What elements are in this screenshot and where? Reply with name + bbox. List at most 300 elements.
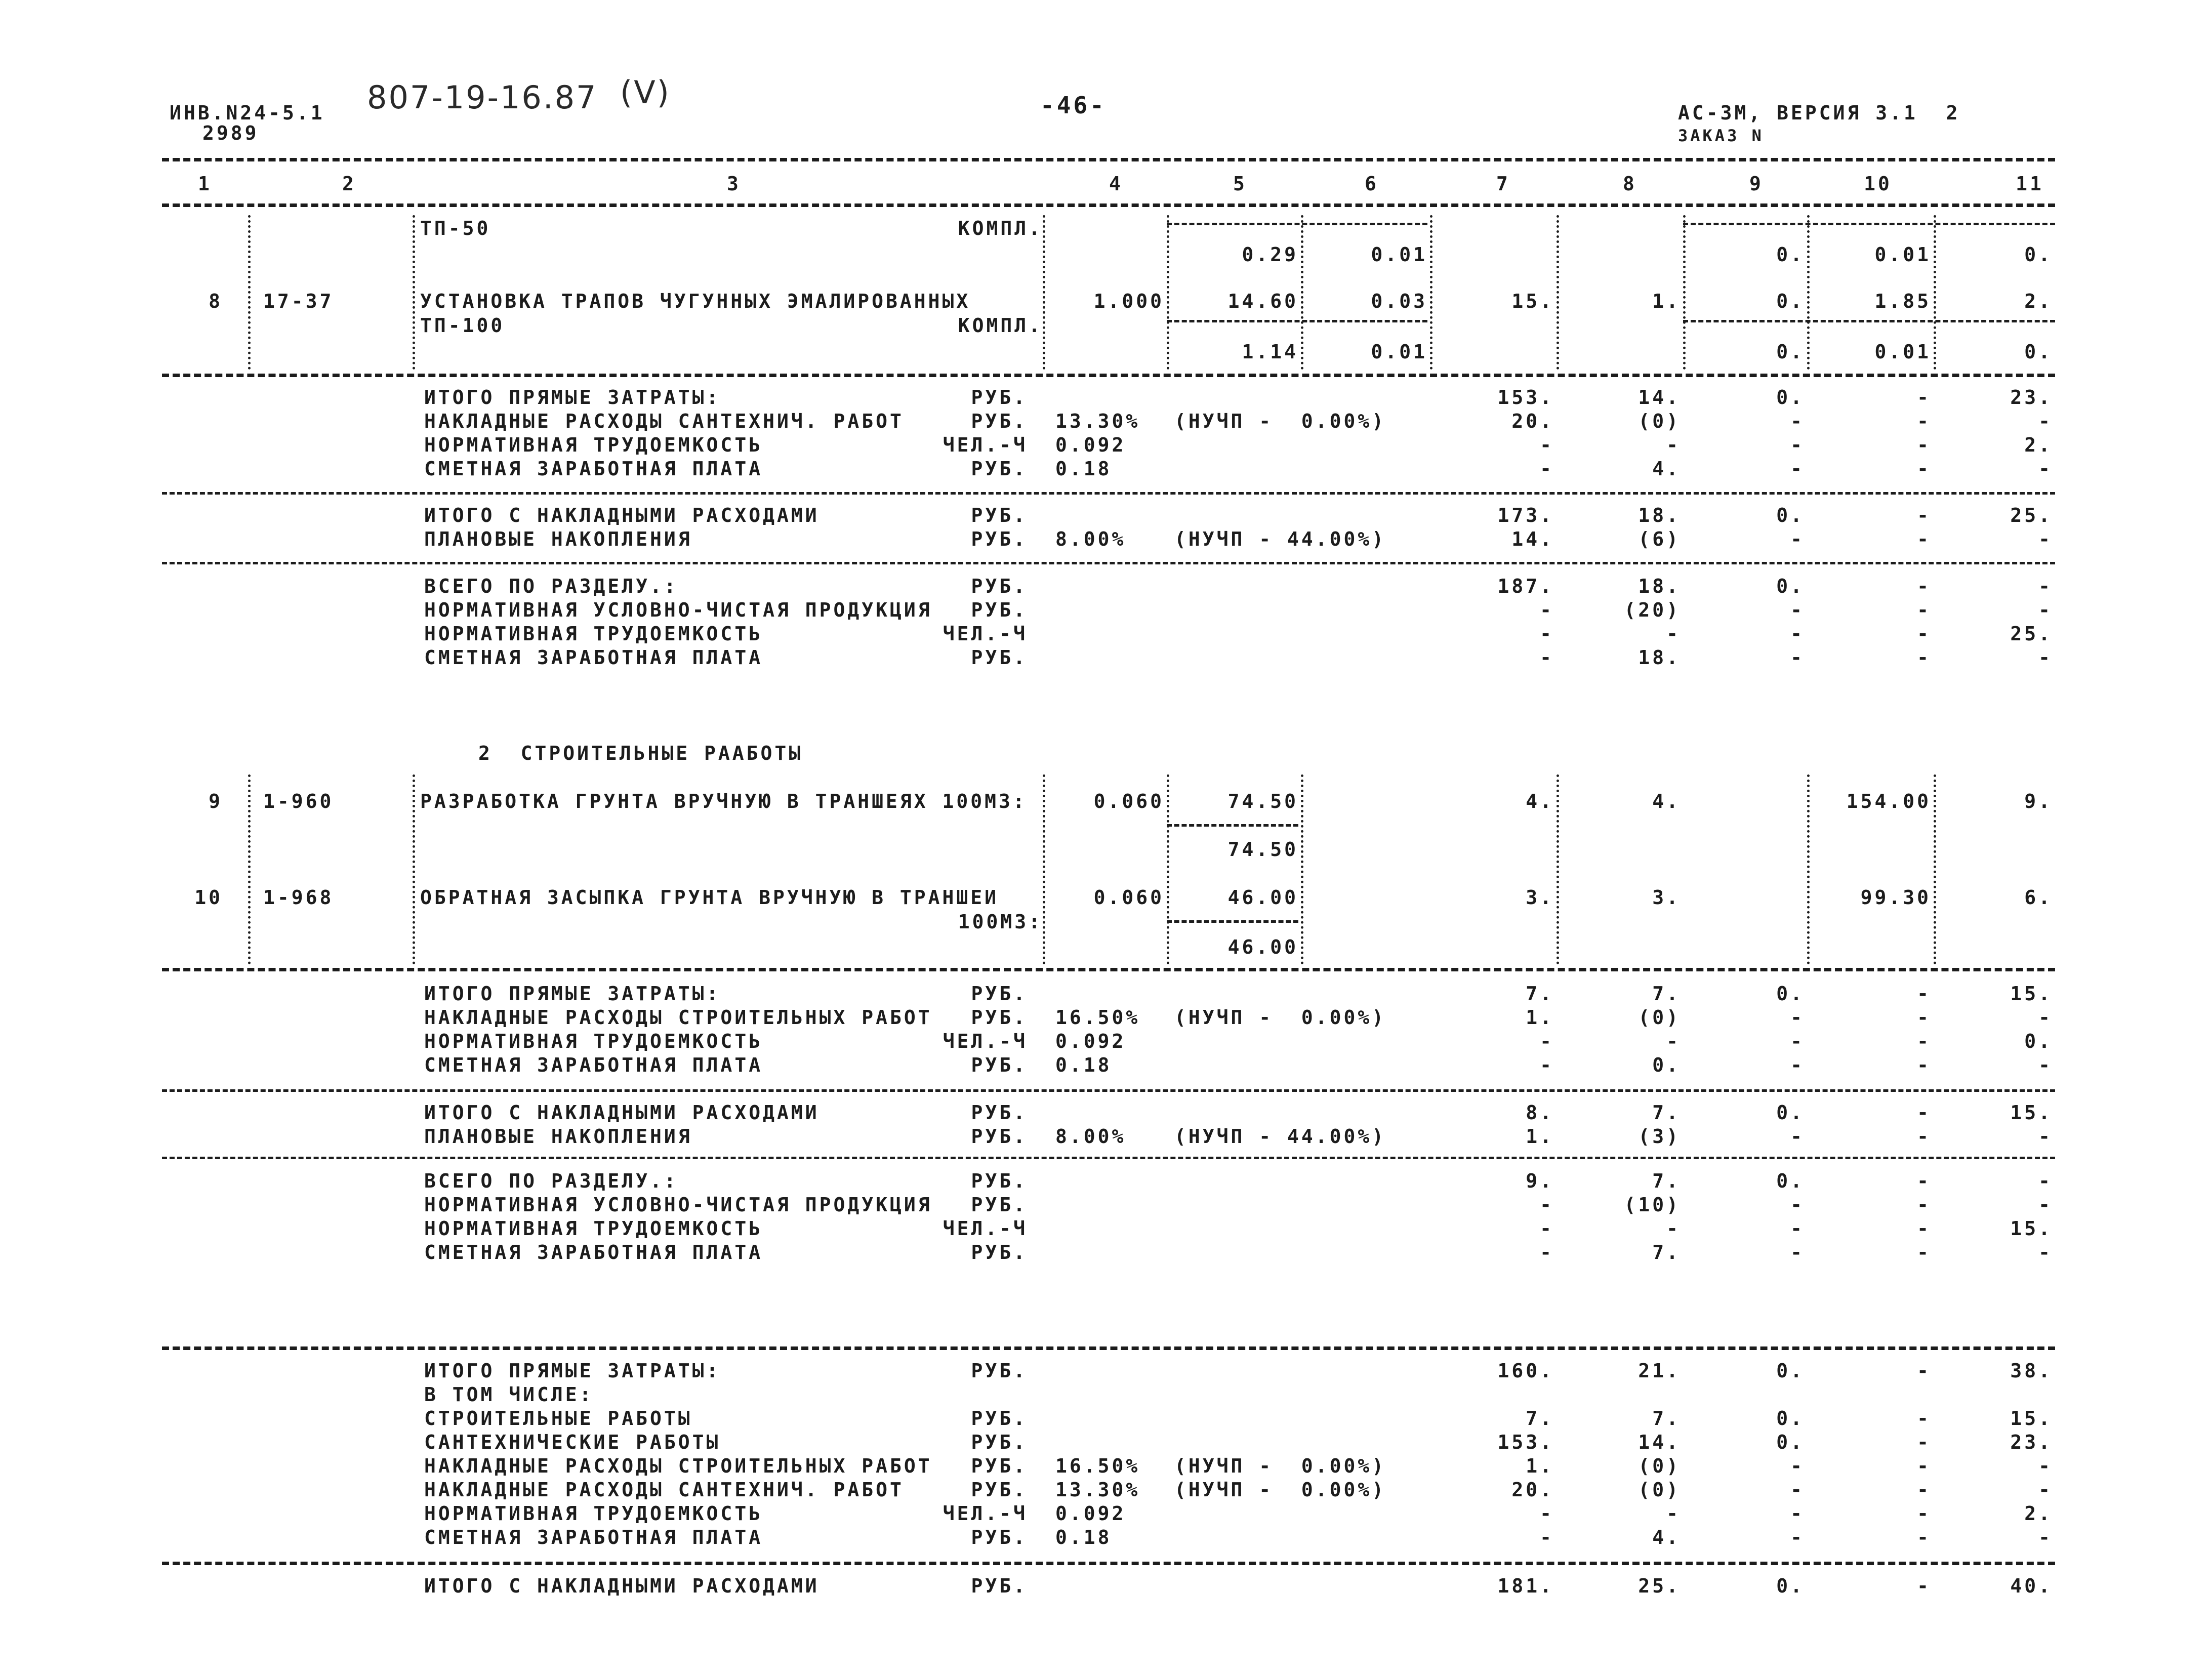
- item-value-col-7: 15.: [1511, 290, 1554, 312]
- column-separator: [1043, 215, 1045, 370]
- item-value-col-7: 4.: [1526, 790, 1554, 812]
- summary-rate: 0.18: [1055, 1054, 1112, 1076]
- summary-value-col-10: -: [1917, 1054, 1931, 1076]
- column-number-8: 8: [1623, 173, 1637, 195]
- summary-value-col-10: -: [1917, 410, 1931, 432]
- section-1-rule-3: [162, 562, 2055, 564]
- column-separator: [248, 774, 251, 964]
- summary-label: ПЛАНОВЫЕ НАКОПЛЕНИЯ: [424, 1125, 692, 1148]
- item-value-col-10: 0.01: [1874, 243, 1931, 266]
- summary-unit: ЧЕЛ.-Ч: [943, 1502, 1028, 1525]
- item-value-col-6: 0.01: [1371, 243, 1427, 266]
- column-separator: [1807, 774, 1810, 964]
- item-description: РАЗРАБОТКА ГРУНТА ВРУЧНУЮ В ТРАНШЕЯХ 100М3:: [420, 790, 1027, 812]
- item-value-col-5: 74.50: [1227, 838, 1298, 861]
- item-value-col-10: 154.00: [1846, 790, 1931, 812]
- summary-value-col-11: -: [2038, 1241, 2053, 1263]
- item-description: УСТАНОВКА ТРАПОВ ЧУГУННЫХ ЭМАЛИРОВАННЫХ: [420, 290, 971, 312]
- summary-value-col-7: -: [1540, 458, 1554, 480]
- summary-value-col-10: -: [1917, 1170, 1931, 1192]
- summary-value-col-8: 4.: [1652, 1526, 1681, 1548]
- summary-unit: РУБ.: [971, 1526, 1028, 1548]
- summary-nuchp: (НУЧП - 0.00%): [1174, 1455, 1386, 1477]
- summary-label: ИТОГО ПРЯМЫЕ ЗАТРАТЫ:: [424, 386, 721, 409]
- summary-value-col-7: 8.: [1526, 1101, 1554, 1124]
- handwritten-volume-mark: (V): [620, 74, 671, 111]
- summary-value-col-8: 18.: [1638, 575, 1681, 597]
- summary-value-col-7: -: [1540, 1194, 1554, 1216]
- summary-label: ИТОГО С НАКЛАДНЫМИ РАСХОДАМИ: [424, 1575, 820, 1597]
- summary-label: СТРОИТЕЛЬНЫЕ РАБОТЫ: [424, 1407, 692, 1430]
- summary-value-col-11: -: [2038, 599, 2053, 621]
- handwritten-project-code: 807-19-16.87: [367, 79, 598, 116]
- column-number-3: 3: [727, 173, 741, 195]
- item-value-col-4: 1.000: [1093, 290, 1164, 312]
- column-number-7: 7: [1496, 173, 1510, 195]
- column-separator: [413, 215, 415, 370]
- summary-unit: РУБ.: [971, 1054, 1028, 1076]
- summary-value-col-7: 20.: [1511, 1479, 1554, 1501]
- summary-value-col-11: -: [2038, 1170, 2053, 1192]
- column-number-6: 6: [1365, 173, 1379, 195]
- summary-value-col-8: (10): [1624, 1194, 1681, 1216]
- summary-value-col-7: 7.: [1526, 1407, 1554, 1430]
- summary-label: НОРМАТИВНАЯ ТРУДОЕМКОСТЬ: [424, 1030, 763, 1052]
- item-value-col-9: 0.: [1776, 341, 1805, 363]
- summary-label: В ТОМ ЧИСЛЕ:: [424, 1383, 594, 1406]
- item-value-col-5: 46.00: [1227, 886, 1298, 909]
- summary-value-col-8: -: [1666, 623, 1681, 645]
- summary-value-col-10: -: [1917, 1006, 1931, 1029]
- summary-value-col-9: -: [1790, 623, 1805, 645]
- summary-value-col-7: -: [1540, 1030, 1554, 1052]
- summary-value-col-7: -: [1540, 1054, 1554, 1076]
- summary-value-col-10: -: [1917, 1575, 1931, 1597]
- summary-value-col-10: -: [1917, 1455, 1931, 1477]
- summary-value-col-11: 2.: [2024, 434, 2053, 456]
- order-label: ЗАКАЗ N: [1678, 126, 1764, 145]
- summary-value-col-9: 0.: [1776, 575, 1805, 597]
- summary-label: СМЕТНАЯ ЗАРАБОТНАЯ ПЛАТА: [424, 458, 763, 480]
- summary-value-col-10: -: [1917, 1194, 1931, 1216]
- item-value-col-9: 0.: [1776, 243, 1805, 266]
- item-description-unit: 100М3:: [958, 911, 1043, 933]
- cell-sub-rule: [1683, 223, 2055, 225]
- summary-value-col-11: 0.: [2024, 1030, 2053, 1052]
- summary-value-col-7: 153.: [1497, 386, 1554, 409]
- summary-label: СМЕТНАЯ ЗАРАБОТНАЯ ПЛАТА: [424, 1241, 763, 1263]
- item-value-col-7: 3.: [1526, 886, 1554, 909]
- page-number: -46-: [1040, 92, 1107, 119]
- column-separator: [1934, 215, 1936, 370]
- summary-unit: РУБ.: [971, 1194, 1028, 1216]
- summary-value-col-11: -: [2038, 458, 2053, 480]
- summary-unit: ЧЕЛ.-Ч: [943, 1030, 1028, 1052]
- summary-unit: РУБ.: [971, 1101, 1028, 1124]
- summary-unit: РУБ.: [971, 1479, 1028, 1501]
- summary-value-col-8: -: [1666, 1217, 1681, 1240]
- summary-value-col-11: 25.: [2010, 623, 2053, 645]
- summary-value-col-11: -: [2038, 646, 2053, 669]
- summary-value-col-8: 7.: [1652, 1241, 1681, 1263]
- summary-value-col-8: 0.: [1652, 1054, 1681, 1076]
- summary-value-col-9: -: [1790, 1217, 1805, 1240]
- summary-label: ПЛАНОВЫЕ НАКОПЛЕНИЯ: [424, 528, 692, 550]
- item-description: ОБРАТНАЯ ЗАСЫПКА ГРУНТА ВРУЧНУЮ В ТРАНШЕИ: [420, 886, 999, 909]
- column-separator: [1167, 774, 1169, 964]
- summary-value-col-9: 0.: [1776, 1431, 1805, 1453]
- header-bottom-rule: [162, 203, 2055, 207]
- item-value-col-4: 0.060: [1093, 790, 1164, 812]
- summary-value-col-7: 1.: [1526, 1455, 1554, 1477]
- summary-value-col-11: -: [2038, 1006, 2053, 1029]
- cell-sub-rule: [1167, 320, 1427, 322]
- item-value-col-10: 1.85: [1874, 290, 1931, 312]
- summary-value-col-9: 0.: [1776, 1575, 1805, 1597]
- summary-rate: 13.30%: [1055, 410, 1140, 432]
- summary-value-col-10: -: [1917, 983, 1931, 1005]
- summary-label: СМЕТНАЯ ЗАРАБОТНАЯ ПЛАТА: [424, 646, 763, 669]
- summary-value-col-10: -: [1917, 386, 1931, 409]
- summary-value-col-8: 14.: [1638, 1431, 1681, 1453]
- summary-value-col-8: 18.: [1638, 646, 1681, 669]
- summary-value-col-9: 0.: [1776, 1360, 1805, 1382]
- totals-bottom-rule: [162, 1562, 2055, 1565]
- summary-value-col-10: -: [1917, 1030, 1931, 1052]
- summary-label: НАКЛАДНЫЕ РАСХОДЫ СТРОИТЕЛЬНЫХ РАБОТ: [424, 1455, 932, 1477]
- summary-value-col-11: -: [2038, 1125, 2053, 1148]
- summary-value-col-11: 2.: [2024, 1502, 2053, 1525]
- column-number-5: 5: [1233, 173, 1247, 195]
- summary-label: НАКЛАДНЫЕ РАСХОДЫ САНТЕХНИЧ. РАБОТ: [424, 410, 904, 432]
- summary-value-col-11: 38.: [2010, 1360, 2053, 1382]
- summary-rate: 16.50%: [1055, 1455, 1140, 1477]
- section-1-items-end-rule: [162, 374, 2055, 377]
- summary-unit: РУБ.: [971, 1241, 1028, 1263]
- summary-value-col-11: -: [2038, 1526, 2053, 1548]
- summary-rate: 8.00%: [1055, 1125, 1126, 1148]
- summary-value-col-7: -: [1540, 1502, 1554, 1525]
- column-number-9: 9: [1749, 173, 1764, 195]
- summary-value-col-9: -: [1790, 646, 1805, 669]
- summary-value-col-8: -: [1666, 1502, 1681, 1525]
- summary-value-col-9: 0.: [1776, 1170, 1805, 1192]
- section-2-rule-2: [162, 1089, 2055, 1092]
- summary-value-col-8: (0): [1638, 1006, 1681, 1029]
- column-separator: [1301, 774, 1303, 964]
- column-number-2: 2: [342, 173, 356, 195]
- summary-value-col-10: -: [1917, 1502, 1931, 1525]
- summary-value-col-9: -: [1790, 1526, 1805, 1548]
- summary-value-col-11: 15.: [2010, 1217, 2053, 1240]
- summary-label: ВСЕГО ПО РАЗДЕЛУ.:: [424, 575, 678, 597]
- summary-value-col-11: 40.: [2010, 1575, 2053, 1597]
- summary-value-col-9: -: [1790, 410, 1805, 432]
- item-value-col-11: 0.: [2024, 341, 2053, 363]
- summary-value-col-8: (6): [1638, 528, 1681, 550]
- summary-value-col-10: -: [1917, 1431, 1931, 1453]
- summary-value-col-7: 173.: [1497, 504, 1554, 526]
- summary-unit: ЧЕЛ.-Ч: [943, 1217, 1028, 1240]
- summary-value-col-9: -: [1790, 434, 1805, 456]
- summary-value-col-7: -: [1540, 1526, 1554, 1548]
- summary-value-col-11: -: [2038, 1455, 2053, 1477]
- summary-value-col-11: 23.: [2010, 1431, 2053, 1453]
- summary-value-col-10: -: [1917, 528, 1931, 550]
- summary-value-col-10: -: [1917, 1407, 1931, 1430]
- summary-label: СМЕТНАЯ ЗАРАБОТНАЯ ПЛАТА: [424, 1054, 763, 1076]
- summary-value-col-7: 20.: [1511, 410, 1554, 432]
- summary-value-col-9: -: [1790, 1125, 1805, 1148]
- item-value-col-5: 14.60: [1227, 290, 1298, 312]
- item-position-number: 9: [209, 790, 223, 812]
- summary-value-col-8: -: [1666, 434, 1681, 456]
- summary-nuchp: (НУЧП - 44.00%): [1174, 1125, 1386, 1148]
- summary-unit: РУБ.: [971, 646, 1028, 669]
- summary-value-col-8: 4.: [1652, 458, 1681, 480]
- summary-label: ИТОГО ПРЯМЫЕ ЗАТРАТЫ:: [424, 1360, 721, 1382]
- summary-value-col-8: 7.: [1652, 1170, 1681, 1192]
- summary-unit: РУБ.: [971, 504, 1028, 526]
- summary-value-col-10: -: [1917, 1526, 1931, 1548]
- inventory-number: ИНВ.N24-5.1: [170, 102, 325, 124]
- item-value-col-11: 0.: [2024, 243, 2053, 266]
- summary-value-col-8: (3): [1638, 1125, 1681, 1148]
- summary-unit: РУБ.: [971, 410, 1028, 432]
- item-value-col-5: 1.14: [1242, 341, 1298, 363]
- item-value-col-6: 0.01: [1371, 341, 1427, 363]
- summary-value-col-7: 181.: [1497, 1575, 1554, 1597]
- summary-label: НОРМАТИВНАЯ УСЛОВНО-ЧИСТАЯ ПРОДУКЦИЯ: [424, 1194, 932, 1216]
- item-value-col-6: 0.03: [1371, 290, 1427, 312]
- summary-value-col-9: -: [1790, 599, 1805, 621]
- item-value-col-5: 74.50: [1227, 790, 1298, 812]
- summary-value-col-11: -: [2038, 410, 2053, 432]
- summary-value-col-7: 187.: [1497, 575, 1554, 597]
- summary-rate: 0.18: [1055, 1526, 1112, 1548]
- section-1-rule-2: [162, 492, 2055, 495]
- cell-sub-rule: [1167, 824, 1298, 827]
- summary-label: ИТОГО С НАКЛАДНЫМИ РАСХОДАМИ: [424, 1101, 820, 1124]
- item-value-col-9: 0.: [1776, 290, 1805, 312]
- summary-unit: РУБ.: [971, 1431, 1028, 1453]
- summary-value-col-10: -: [1917, 1125, 1931, 1148]
- summary-unit: РУБ.: [971, 458, 1028, 480]
- summary-rate: 0.18: [1055, 458, 1112, 480]
- column-number-1: 1: [198, 173, 212, 195]
- summary-value-col-11: -: [2038, 1479, 2053, 1501]
- summary-value-col-8: -: [1666, 1030, 1681, 1052]
- summary-rate: 0.092: [1055, 1502, 1126, 1525]
- item-position-number: 8: [209, 290, 223, 312]
- summary-value-col-11: -: [2038, 575, 2053, 597]
- summary-nuchp: (НУЧП - 0.00%): [1174, 410, 1386, 432]
- column-number-11: 11: [2016, 173, 2044, 195]
- summary-label: ИТОГО ПРЯМЫЕ ЗАТРАТЫ:: [424, 983, 721, 1005]
- item-value-col-11: 6.: [2024, 886, 2053, 909]
- header-top-rule: [162, 158, 2055, 161]
- summary-value-col-9: -: [1790, 1194, 1805, 1216]
- summary-value-col-9: 0.: [1776, 983, 1805, 1005]
- totals-top-rule: [162, 1346, 2055, 1350]
- summary-value-col-10: -: [1917, 646, 1931, 669]
- item-value-col-5: 46.00: [1227, 936, 1298, 958]
- summary-unit: РУБ.: [971, 1170, 1028, 1192]
- summary-unit: РУБ.: [971, 386, 1028, 409]
- item-rate-code: 1-960: [263, 790, 334, 812]
- summary-unit: РУБ.: [971, 599, 1028, 621]
- summary-value-col-8: 25.: [1638, 1575, 1681, 1597]
- summary-value-col-7: 1.: [1526, 1006, 1554, 1029]
- summary-nuchp: (НУЧП - 44.00%): [1174, 528, 1386, 550]
- summary-value-col-8: 7.: [1652, 983, 1681, 1005]
- item-description: ТП-50: [420, 217, 491, 239]
- summary-label: НАКЛАДНЫЕ РАСХОДЫ СТРОИТЕЛЬНЫХ РАБОТ: [424, 1006, 932, 1029]
- item-value-col-11: 2.: [2024, 290, 2053, 312]
- summary-nuchp: (НУЧП - 0.00%): [1174, 1479, 1386, 1501]
- item-rate-code: 1-968: [263, 886, 334, 909]
- summary-label: НОРМАТИВНАЯ ТРУДОЕМКОСТЬ: [424, 434, 763, 456]
- item-unit: КОМПЛ.: [958, 217, 1043, 239]
- column-separator: [1556, 215, 1559, 370]
- summary-value-col-11: 15.: [2010, 1407, 2053, 1430]
- summary-value-col-11: 15.: [2010, 983, 2053, 1005]
- summary-value-col-8: (0): [1638, 1455, 1681, 1477]
- summary-value-col-8: 7.: [1652, 1101, 1681, 1124]
- summary-nuchp: (НУЧП - 0.00%): [1174, 1006, 1386, 1029]
- column-separator: [1556, 774, 1559, 964]
- cell-sub-rule: [1683, 320, 2055, 322]
- summary-value-col-7: -: [1540, 623, 1554, 645]
- column-separator: [1301, 215, 1303, 370]
- summary-label: СМЕТНАЯ ЗАРАБОТНАЯ ПЛАТА: [424, 1526, 763, 1548]
- item-value-col-8: 1.: [1652, 290, 1681, 312]
- summary-label: ВСЕГО ПО РАЗДЕЛУ.:: [424, 1170, 678, 1192]
- summary-label: НОРМАТИВНАЯ УСЛОВНО-ЧИСТАЯ ПРОДУКЦИЯ: [424, 599, 932, 621]
- summary-rate: 8.00%: [1055, 528, 1126, 550]
- summary-unit: ЧЕЛ.-Ч: [943, 623, 1028, 645]
- summary-value-col-7: -: [1540, 1241, 1554, 1263]
- summary-value-col-11: -: [2038, 1054, 2053, 1076]
- summary-value-col-9: -: [1790, 1241, 1805, 1263]
- column-separator: [1043, 774, 1045, 964]
- column-number-4: 4: [1109, 173, 1123, 195]
- summary-value-col-9: -: [1790, 1479, 1805, 1501]
- item-position-number: 10: [194, 886, 223, 909]
- item-value-col-10: 0.01: [1874, 341, 1931, 363]
- item-value-col-5: 0.29: [1242, 243, 1298, 266]
- summary-value-col-7: 160.: [1497, 1360, 1554, 1382]
- summary-value-col-9: 0.: [1776, 504, 1805, 526]
- summary-unit: РУБ.: [971, 1407, 1028, 1430]
- summary-value-col-11: -: [2038, 528, 2053, 550]
- summary-label: САНТЕХНИЧЕСКИЕ РАБОТЫ: [424, 1431, 721, 1453]
- column-separator: [1167, 215, 1169, 370]
- summary-value-col-9: -: [1790, 528, 1805, 550]
- summary-value-col-10: -: [1917, 504, 1931, 526]
- section-2-rule-3: [162, 1157, 2055, 1159]
- summary-rate: 0.092: [1055, 434, 1126, 456]
- summary-value-col-10: -: [1917, 458, 1931, 480]
- summary-value-col-7: -: [1540, 434, 1554, 456]
- column-separator: [248, 215, 251, 370]
- item-rate-code: 17-37: [263, 290, 334, 312]
- summary-value-col-10: -: [1917, 1479, 1931, 1501]
- summary-value-col-8: (20): [1624, 599, 1681, 621]
- summary-value-col-9: -: [1790, 1054, 1805, 1076]
- item-value-col-11: 9.: [2024, 790, 2053, 812]
- summary-unit: РУБ.: [971, 1360, 1028, 1382]
- summary-unit: ЧЕЛ.-Ч: [943, 434, 1028, 456]
- summary-rate: 0.092: [1055, 1030, 1126, 1052]
- column-separator: [1934, 774, 1936, 964]
- summary-rate: 16.50%: [1055, 1006, 1140, 1029]
- summary-value-col-7: -: [1540, 1217, 1554, 1240]
- summary-label: НАКЛАДНЫЕ РАСХОДЫ САНТЕХНИЧ. РАБОТ: [424, 1479, 904, 1501]
- summary-value-col-9: -: [1790, 1030, 1805, 1052]
- summary-unit: РУБ.: [971, 1455, 1028, 1477]
- item-value-col-4: 0.060: [1093, 886, 1164, 909]
- summary-label: ИТОГО С НАКЛАДНЫМИ РАСХОДАМИ: [424, 504, 820, 526]
- summary-value-col-8: 18.: [1638, 504, 1681, 526]
- summary-label: НОРМАТИВНАЯ ТРУДОЕМКОСТЬ: [424, 1502, 763, 1525]
- summary-value-col-9: 0.: [1776, 1407, 1805, 1430]
- inventory-sub-number: 2989: [202, 122, 259, 144]
- summary-label: НОРМАТИВНАЯ ТРУДОЕМКОСТЬ: [424, 623, 763, 645]
- summary-value-col-9: -: [1790, 1455, 1805, 1477]
- summary-value-col-7: 1.: [1526, 1125, 1554, 1148]
- summary-unit: РУБ.: [971, 983, 1028, 1005]
- column-separator: [1807, 215, 1810, 370]
- summary-value-col-10: -: [1917, 1101, 1931, 1124]
- summary-unit: РУБ.: [971, 1575, 1028, 1597]
- summary-value-col-7: 153.: [1497, 1431, 1554, 1453]
- summary-unit: РУБ.: [971, 1125, 1028, 1148]
- item-value-col-8: 3.: [1652, 886, 1681, 909]
- summary-value-col-9: -: [1790, 458, 1805, 480]
- summary-value-col-8: (0): [1638, 1479, 1681, 1501]
- summary-value-col-10: -: [1917, 623, 1931, 645]
- summary-value-col-10: -: [1917, 1241, 1931, 1263]
- summary-value-col-11: 15.: [2010, 1101, 2053, 1124]
- cell-sub-rule: [1167, 920, 1298, 923]
- column-separator: [413, 774, 415, 964]
- program-version: АС-3М, ВЕРСИЯ 3.1 2: [1678, 102, 1960, 124]
- summary-value-col-9: 0.: [1776, 1101, 1805, 1124]
- summary-label: НОРМАТИВНАЯ ТРУДОЕМКОСТЬ: [424, 1217, 763, 1240]
- summary-value-col-8: 7.: [1652, 1407, 1681, 1430]
- item-description: ТП-100: [420, 314, 505, 337]
- summary-value-col-7: 9.: [1526, 1170, 1554, 1192]
- section-2-title: 2 СТРОИТЕЛЬНЫЕ РААБОТЫ: [478, 742, 803, 764]
- summary-value-col-7: 7.: [1526, 983, 1554, 1005]
- summary-value-col-11: 23.: [2010, 386, 2053, 409]
- summary-value-col-8: 21.: [1638, 1360, 1681, 1382]
- section-2-items-end-rule: [162, 968, 2055, 971]
- column-separator: [1430, 215, 1432, 370]
- cell-sub-rule: [1167, 223, 1427, 225]
- summary-rate: 13.30%: [1055, 1479, 1140, 1501]
- item-value-col-10: 99.30: [1860, 886, 1931, 909]
- item-value-col-8: 4.: [1652, 790, 1681, 812]
- summary-value-col-8: (0): [1638, 410, 1681, 432]
- summary-value-col-10: -: [1917, 434, 1931, 456]
- summary-unit: РУБ.: [971, 528, 1028, 550]
- summary-unit: РУБ.: [971, 575, 1028, 597]
- summary-value-col-7: -: [1540, 646, 1554, 669]
- summary-value-col-7: 14.: [1511, 528, 1554, 550]
- summary-value-col-11: -: [2038, 1194, 2053, 1216]
